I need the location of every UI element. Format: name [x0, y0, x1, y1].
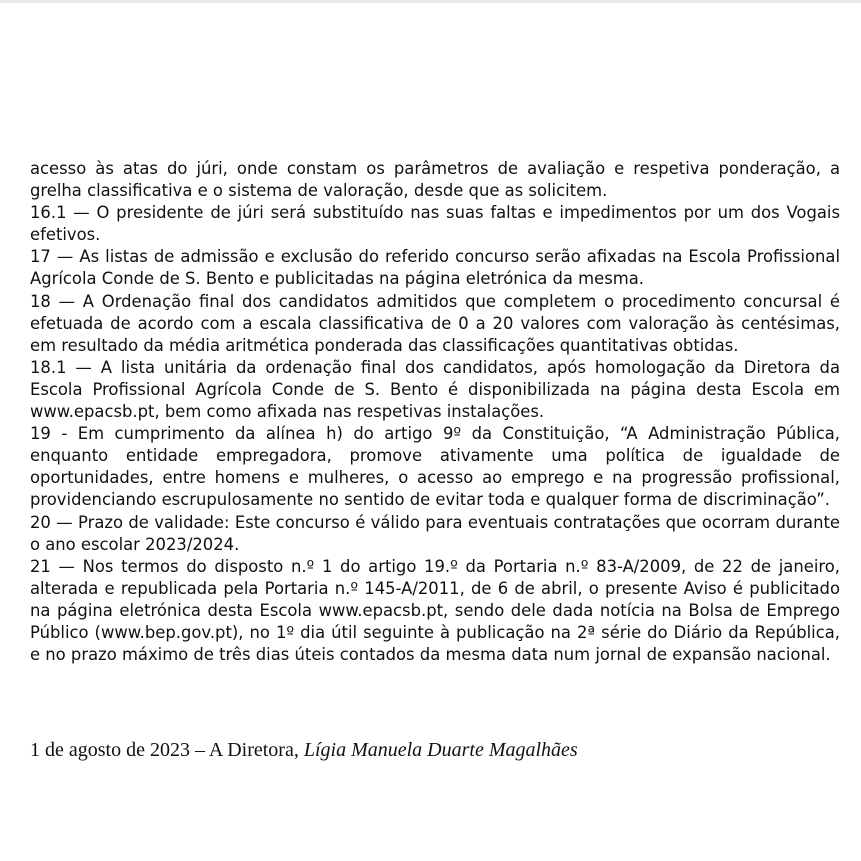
- paragraph-19: 19 - Em cumprimento da alínea h) do artigo 9º da Constituição, “A Administração Pública, enquanto entidade empregadora, promove ativamente uma política de igualdade de oportunidades, entre homens e mulheres, o acesso ao emprego e na progressão profissional, providenciando escrupulosamente no sentido de evitar toda e qualquer forma de discriminação”.: [30, 424, 840, 510]
- paragraph-18-1: 18.1 — A lista unitária da ordenação final dos candidatos, após homologação da Diretora da Escola Profissional Agrícola Conde de S. Bento é disponibilizada na página desta Escola em www.epacsb.pt, bem como afixada nas respetivas instalações.: [30, 357, 840, 422]
- signature-name: Lígia Manuela Duarte Magalhães: [303, 739, 578, 761]
- paragraph-17: 17 — As listas de admissão e exclusão do referido concurso serão afixadas na Escola Profissional Agrícola Conde de S. Bento e publicitadas na página eletrónica da mesma.: [30, 247, 840, 289]
- paragraph-16-1: 16.1 — O presidente de júri será substituído nas suas faltas e impedimentos por um dos Vogais efetivos.: [30, 203, 840, 245]
- paragraph-21: 21 — Nos termos do disposto n.º 1 do artigo 19.º da Portaria n.º 83-A/2009, de 22 de janeiro, alterada e republicada pela Portaria n.º 145-A/2011, de 6 de abril, o presente Aviso é publicitado na página eletrónica desta Escola www.epacsb.pt, sendo dele dada notícia na Bolsa de Emprego Público (www.bep.gov.pt), no 1º dia útil seguinte à publicação na 2ª série do Diário da República, e no prazo máximo de três dias úteis contados da mesma data num jornal de expansão nacional.: [30, 556, 840, 665]
- top-divider: [0, 0, 861, 3]
- paragraph-20: 20 — Prazo de validade: Este concurso é válido para eventuais contratações que ocorram durante o ano escolar 2023/2024.: [30, 512, 840, 554]
- paragraph-jury-records: acesso às atas do júri, onde constam os parâmetros de avaliação e respetiva ponderação, a grelha classificativa e o sistema de valoração, desde que as solicitem.: [30, 159, 840, 201]
- document-body: [30, 158, 840, 666]
- signature-line: [30, 737, 840, 763]
- paragraph-18: 18 — A Ordenação final dos candidatos admitidos que completem o procedimento concursal é efetuada de acordo com a escala classificativa de 0 a 20 valores com valoração às centésimas, em resultado da média aritmética ponderada das classificações quantitativas obtidas.: [30, 291, 840, 355]
- signature-date-role: 1 de agosto de 2023 – A Diretora,: [30, 739, 304, 761]
